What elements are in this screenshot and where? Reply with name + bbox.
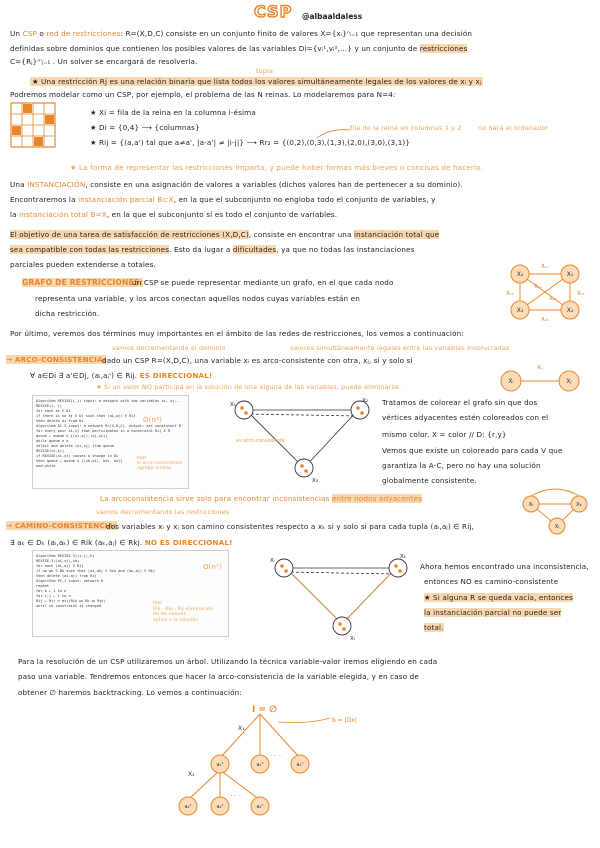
small-tri-node: Xⱼ xyxy=(554,524,560,530)
graph-heading: GRAFO DE RESTRICCIONES: xyxy=(22,278,143,287)
tree-level-x1: X₁ xyxy=(238,725,245,732)
graph-edge-label: R₁₂ xyxy=(541,265,549,270)
graph-edge-label: R₁₃ xyxy=(506,292,514,297)
tuple-note: tupla xyxy=(256,67,274,75)
pc1-complexity: O(n³) xyxy=(203,563,222,571)
ac3-complexity: O(n²) xyxy=(143,416,162,424)
code-line: while queue ≠ ∅ xyxy=(36,439,69,443)
path-right-5: total. xyxy=(424,623,444,632)
goal-line-3: parciales pueden extenderse a totales. xyxy=(10,260,156,269)
code-line: Rij ← Rij ∩ πij(Rik ⋈ Dk ⋈ Rkj) xyxy=(36,599,106,603)
small-triangle-graph xyxy=(515,486,595,536)
code-line: for k ← 1 to n xyxy=(36,589,67,593)
code-line: Algorithm PC-1 input: network R xyxy=(36,579,104,583)
graph-edge-label: R₂₄ xyxy=(577,292,585,297)
code-line: end-while xyxy=(36,464,56,468)
graph-node: X₁ xyxy=(566,271,574,278)
restriction-definition: ★ Una restricción Rj es una relación binaria que lista todos los valores simultáneamente legales de los valores de xᵢ y xⱼ xyxy=(32,77,482,86)
queens-board xyxy=(10,102,58,150)
tri-note: es arco-consistente xyxy=(236,438,285,444)
intro-line-1: Un CSP o red de restricciones: R=(X,D,C) consiste en un conjunto finito de valores X={xᵢ}ⁿᵢ₌₁ que representan una decisión xyxy=(10,29,473,38)
code-line: queue ← queue ∪ {(xi,xj),(xj,xi)} xyxy=(36,434,108,438)
author-handle: @albaaldaless xyxy=(302,12,363,21)
ac3-note: test si arco-consistente agrega aristas xyxy=(137,456,183,471)
page-title: CSP xyxy=(254,2,293,21)
tree-leaf: a₁¹ xyxy=(216,762,224,768)
tree-dots: . . . xyxy=(270,750,282,758)
nqueens-note-1: fila de la reina en columnas 1 y 2 xyxy=(350,124,462,132)
small-tri-node: Xₖ xyxy=(575,502,583,508)
code-line: REVISE(i, j) xyxy=(36,404,62,408)
graph-node: X₂ xyxy=(516,271,524,278)
arc-right-3: mismo color. X = color // D: {r,y} xyxy=(382,430,507,439)
code-line: for i,j ← 1 to n xyxy=(36,594,71,598)
queen-cell xyxy=(23,104,32,113)
tree-leaf: a₂ⁿ xyxy=(256,804,264,810)
resolution-line-1: Para la resolución de un CSP utilizaremos un árbol. Utilizando la técnica variable-valor iremos eligiendo en cada xyxy=(18,657,438,666)
arc-edge-label: Rᵢⱼ xyxy=(537,365,543,371)
code-line: REVISE(xi,xj) xyxy=(36,449,65,453)
resolution-line-2: paso una variable. Tendremos entonces que hacer la arco-consistencia de la variable elegida, y en caso de xyxy=(18,672,419,681)
code-line: Algorithm AC-3 input: a network R=(X,D,C), output: arc consistent R' xyxy=(36,424,184,428)
path-right-1: Ahora hemos encontrado una inconsistencia, xyxy=(420,562,589,571)
code-line: then delete ai from Di xyxy=(36,419,84,423)
pc1-code-box xyxy=(32,550,229,637)
arrow-icon xyxy=(315,126,355,140)
code-line: Algorithm REVISE-3((i,j),k) xyxy=(36,554,95,558)
path-note-1: vamos decrementando las restricciones xyxy=(96,508,230,516)
ac3-code-box xyxy=(32,395,189,489)
path-triangle-graph xyxy=(268,552,413,640)
inst-line-2: Encontraremos la instanciación parcial B⊂X, en la que el subconjunto no engloba todo el conjunto de variables, y xyxy=(10,195,436,204)
arc-right-4: Vemos que existe un coloreado para cada V que xyxy=(382,446,563,455)
tree-leaf: a₂¹ xyxy=(184,804,192,810)
arc-line-2: ∀ a∈Di ∃ a'∈Dj, (aᵢ,aⱼ') ∈ Rij. ES DIRECCIONAL! xyxy=(30,371,213,380)
intro-line-3: C={Rⱼ}ᵐⱼ₌₁ . Un solver se encargará de resolverla. xyxy=(10,57,198,66)
path-tri-node: Xⱼ xyxy=(350,636,355,640)
tri-node-label: X₂ xyxy=(362,398,368,404)
queen-cell xyxy=(12,126,21,135)
code-line: Algorithm REVISE(i,j) input: a network with two variables xi, xj... xyxy=(36,399,181,403)
tree-root: I = ∅ xyxy=(252,705,277,715)
tree-dots: . . . xyxy=(230,790,242,798)
intro-line-2: definidas sobre dominios que contienen los posibles valores de las variables Di={vᵢ¹,vᵢ²,...} y un conjunto de restricciones xyxy=(10,44,468,53)
path-line-1: dos variables xᵢ y xⱼ son camino consistentes respecto a xₖ si y solo si para cada tupla (aᵢ,aⱼ) ∈ Rij, xyxy=(106,522,474,531)
tri-node-label: X₃ xyxy=(312,478,318,484)
resolution-line-3: obtener ∅ haremos backtracking. Lo vemos a continuación: xyxy=(18,688,242,697)
pc1-code xyxy=(36,554,155,609)
constraint-graph xyxy=(500,255,590,325)
code-line: if no ak ∈ Dk such that (ai,ak) ∈ Rik and (ak,aj) ∈ Rkj xyxy=(36,569,155,573)
arc-heading: → ARCO-CONSISTENCIA: xyxy=(6,355,106,364)
code-line: then queue ← queue ∪ {(xk,xi), k≠i, k≠j} xyxy=(36,459,123,463)
tree-leaf: a₁ⁿ xyxy=(296,762,304,768)
path-tri-node: Xᵢ xyxy=(270,558,275,564)
code-line: REVISE-3((xi,xj),xk) xyxy=(36,559,80,563)
inst-line-1: Una INSTANCIACIÓN, consiste en una asignación de valores a variables (dichos valores han de pertenecer a su dominio). xyxy=(10,180,463,189)
nqueens-restriction: ★ Rij = {(a,a') tal que a≠a', |a-a'| ≠ |i-j|} ⟶ Rr₂ = {(0,2),(0,3),(1,3),(2,0),(3,0),(3,1)} xyxy=(90,138,411,147)
path-right-4: la instanciación parcial no puede ser xyxy=(424,608,562,617)
nqueens-domain: ★ Di = {0,4} ⟶ {columnas} xyxy=(90,123,200,132)
arc-triangle-graph xyxy=(228,396,373,486)
nqueens-note-2: no hará el ordenador xyxy=(478,124,549,132)
path-right-3: ★ Si alguna R se queda vacía, entonces xyxy=(424,593,574,602)
graph-line-3: dicha restricción. xyxy=(35,309,100,318)
goal-line-2: sea compatible con todas las restricciones. Esto da lugar a dificultades, ya que no todas las instanciaciones xyxy=(10,245,415,254)
nqueens-intro: Podremos modelar como un CSP, por ejemplo, el problema de las N reinas. Lo modelaremos para N=4: xyxy=(10,90,396,99)
arc-right-6: globalmente consistente. xyxy=(382,476,477,485)
arc-graph xyxy=(495,358,585,398)
tree-leaf: a₁² xyxy=(256,762,264,768)
graph-line-1: un CSP se puede representar mediante un grafo, en el que cada nodo xyxy=(132,278,394,287)
code-line: repeat xyxy=(36,584,49,588)
graph-edge-label: R₃₄ xyxy=(541,318,549,323)
branching-factor: b = |Dx| xyxy=(332,717,357,724)
arc-right-5: garantiza la A-C, pero no hay una solución xyxy=(382,461,541,470)
nqueens-variable: ★ Xi = fila de la reina en la columna i-ésima xyxy=(90,108,256,117)
path-tri-node: Xₖ xyxy=(400,554,407,560)
tree-level-x2: X₂ xyxy=(188,771,195,778)
graph-node: X₃ xyxy=(516,307,524,314)
arc-node-xj: Xⱼ xyxy=(566,378,572,385)
tri-node-label: X₁ xyxy=(230,402,236,408)
arc-node-xi: Xᵢ xyxy=(508,378,514,385)
search-tree xyxy=(160,700,420,845)
goal-line-1: El objetivo de una tarea de satisfacción de restricciones (X,D,C), consiste en encontrar una instanciación total que xyxy=(10,230,440,239)
code-line: until no constraint is changed xyxy=(36,604,101,608)
graph-line-2: representa una variable, y los arcos conectan aquellos nodos cuyas variables están en xyxy=(35,294,360,303)
graph-edge-label: R₁₄ xyxy=(534,285,542,290)
path-heading: → CAMINO-CONSISTENCIA: xyxy=(6,521,117,530)
code-line: then delete (ai,aj) from Rij xyxy=(36,574,97,578)
code-line: if REVISE(xi,xj) causes a change in Di xyxy=(36,454,119,458)
code-line: if there is no aj ∈ Dj such that (ai,aj) ∈ Rij xyxy=(36,414,136,418)
code-line: select and delete (xi,xj) from queue xyxy=(36,444,114,448)
arc-right-1: Tratamos de colorear el grafo sin que dos xyxy=(382,398,538,407)
inst-line-3: la instanciación total B=X, en la que el subconjunto sí es todo el conjunto de variables. xyxy=(10,210,338,219)
path-line-2: ∃ aₖ ∈ Dₖ (aᵢ,aₖ) ∈ Rik (aₖ,aⱼ) ∈ Rkj. NO ES DIRECCIONAL! xyxy=(10,538,233,547)
queen-cell xyxy=(34,137,43,146)
code-line: for every pair xi,xj that participates in a constraint Rij ∈ R xyxy=(36,429,171,433)
tree-leaf: a₂² xyxy=(216,804,224,810)
code-line: for each ai ∈ Di xyxy=(36,409,71,413)
arc-note-3: ★ Si un valor NO participa en la solución de una alguna de las variables, puede eliminarse. xyxy=(96,383,402,391)
pc1-note: test Rik - Rkj - Rij eliminación de los valores aplica a la relación xyxy=(153,601,213,623)
queen-cell xyxy=(45,115,54,124)
finally-line: Por último, veremos dos términos muy importantes en el ámbito de las redes de restricciones, los vemos a continuación: xyxy=(10,329,464,338)
code-line: for each (ai,aj) ∈ Rij xyxy=(36,564,84,568)
small-tri-node: Xᵢ xyxy=(528,502,534,508)
arc-right-2: vértices adyacentes estén coloreados con el xyxy=(382,413,549,422)
path-right-2: entonces NO es camino-consistente xyxy=(424,577,559,586)
graph-node: X₄ xyxy=(566,307,574,314)
graph-edge-label: R₂₃ xyxy=(549,297,557,302)
arc-conclusion: La arcoconsistencia sirve solo para encontrar inconsistencias entre nodos adyacentes xyxy=(100,494,422,503)
arc-note-2: valores simultáneamente legales entre las variables involucradas xyxy=(290,344,510,352)
arc-line-1: dado un CSP R=(X,D,C), una variable xᵢ es arco-consistente con otra, xⱼ, si y solo si xyxy=(102,356,413,365)
arc-note-1: vamos decrementando el dominio xyxy=(112,344,226,352)
representation-note: ★ La forma de representar las restricciones importa, y puede haber formas más breves o concisas de hacerlo. xyxy=(70,163,484,172)
